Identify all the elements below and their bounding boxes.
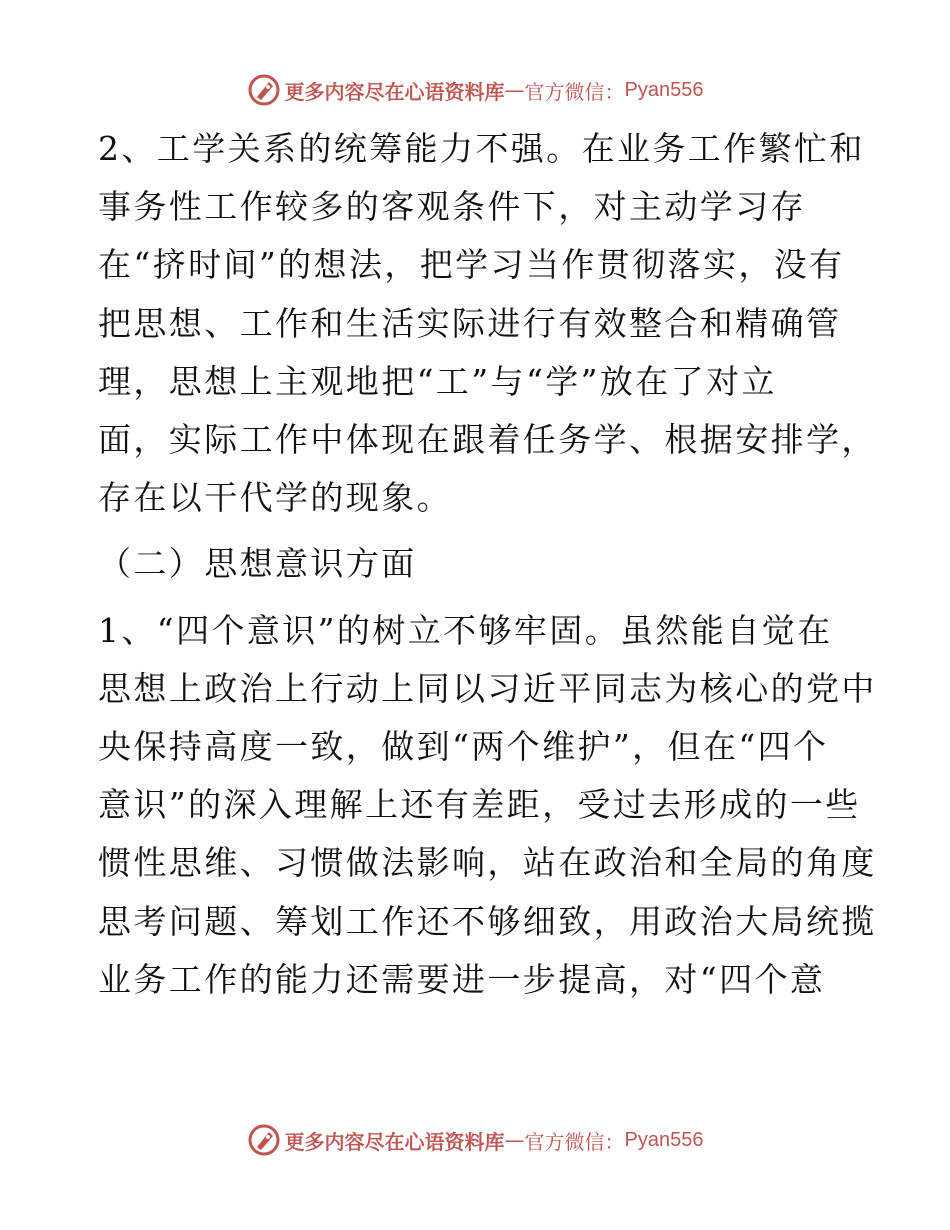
banner-wechat-id: Pyan556 — [624, 78, 704, 101]
text-line: 把思想、工作和生活实际进行有效整合和精确管 — [98, 303, 842, 343]
banner-separator: — — [504, 78, 525, 102]
text-line: 业务工作的能力还需要进一步提高，对“四个意 — [98, 959, 826, 999]
text-line: 惯性思维、习惯做法影响，站在政治和全局的角度 — [98, 843, 877, 883]
text-line: 2、工学关系的统筹能力不强。在业务工作繁忙和 — [98, 129, 865, 168]
text-line: 央保持高度一致，做到“两个维护”，但在“四个 — [98, 727, 829, 767]
text-line: 意识”的深入理解上还有差距，受过去形成的一些 — [98, 785, 861, 825]
banner-site-text: 更多内容尽在心语资料库 — [284, 79, 505, 104]
document-body — [98, 120, 877, 1009]
banner-site-text: 更多内容尽在心语资料库 — [284, 1129, 505, 1154]
footer-banner — [0, 1120, 950, 1160]
text-line: 面，实际工作中体现在跟着任务学、根据安排学， — [98, 420, 877, 460]
text-line: 事务性工作较多的客观条件下，对主动学习存 — [98, 187, 806, 227]
banner-wechat-id: Pyan556 — [624, 1128, 704, 1151]
text-line: 1、“四个意识”的树立不够牢固。虽然能自觉在 — [98, 610, 833, 650]
text-line: 在“挤时间”的想法，把学习当作贯彻落实，没有 — [98, 245, 845, 285]
banner-wechat-label: 官方微信： — [524, 1129, 625, 1154]
banner-separator: — — [504, 1128, 525, 1152]
pen-nib-logo-icon — [247, 73, 281, 107]
header-banner — [0, 70, 950, 110]
text-line: 存在以干代学的现象。 — [98, 478, 452, 518]
text-line: 思想上政治上行动上同以习近平同志为核心的党中 — [98, 668, 877, 708]
pen-nib-logo-icon — [247, 1123, 281, 1157]
text-line: 思考问题、筹划工作还不够细致，用政治大局统揽 — [98, 901, 877, 941]
paragraph-four-consciousness — [98, 602, 877, 1009]
paragraph-work-study — [98, 120, 877, 527]
text-line: （二）思想意识方面 — [98, 544, 417, 584]
banner-wechat-label: 官方微信： — [524, 79, 625, 104]
text-line: 理，思想上主观地把“工”与“学”放在了对立 — [98, 361, 777, 401]
section-heading — [98, 535, 850, 593]
